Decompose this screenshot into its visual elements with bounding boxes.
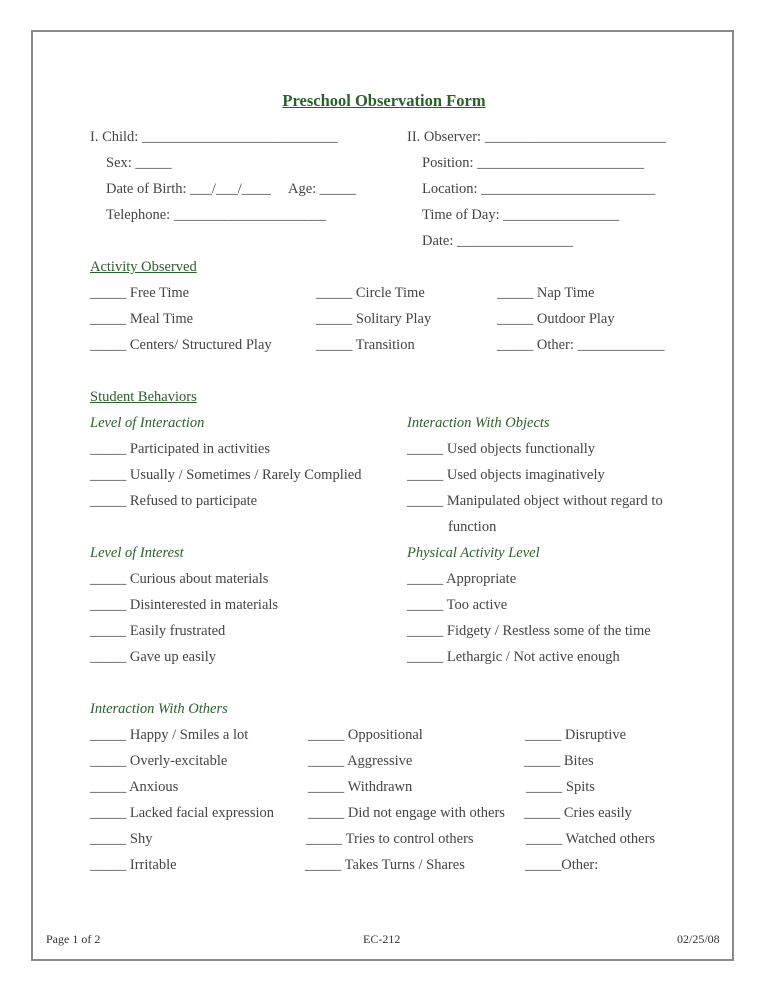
activity-item: _____ Transition [316,337,415,353]
activity-heading: Activity Observed [90,259,197,275]
others-heading: Interaction With Others [90,701,228,717]
page-number: Page 1 of 2 [46,932,101,946]
sex-field: Sex: _____ [106,155,172,171]
others-item: _____ Disruptive [525,727,627,743]
physical-heading: Physical Activity Level [407,545,540,561]
interaction-item: _____ Usually / Sometimes / Rarely Complied [90,467,362,483]
activity-item: _____ Meal Time [90,311,194,327]
interest-heading: Level of Interest [90,545,184,561]
objects-item: _____ Used objects functionally [407,441,596,457]
interest-item: _____ Easily frustrated [90,623,226,639]
time-of-day-field: Time of Day: ________________ [422,207,620,223]
activity-item: _____ Centers/ Structured Play [90,337,272,353]
objects-item: _____ Manipulated object without regard to [407,493,663,509]
form-date: 02/25/08 [677,932,720,946]
others-item: _____ Bites [524,753,594,769]
dob-field: Date of Birth: ___/___/____ [106,181,271,197]
objects-item: _____ Used objects imaginatively [407,467,605,483]
physical-item: _____ Appropriate [407,571,517,587]
others-item: _____ Overly-excitable [90,753,228,769]
physical-item: _____ Fidgety / Restless some of the time [407,623,651,639]
others-item: _____ Anxious [90,779,179,795]
interest-item: _____ Disinterested in materials [90,597,279,613]
objects-item-continued: function [448,519,497,535]
observer-field: II. Observer: _________________________ [407,129,666,145]
others-item: _____ Aggressive [308,753,413,769]
physical-item: _____ Lethargic / Not active enough [407,649,620,665]
interest-item: _____ Curious about materials [90,571,269,587]
activity-item: _____ Nap Time [497,285,595,301]
interest-item: _____ Gave up easily [90,649,217,665]
others-item: _____ Irritable [90,857,177,873]
others-item: _____ Tries to control others [306,831,474,847]
location-field: Location: ________________________ [422,181,656,197]
objects-heading: Interaction With Objects [407,415,550,431]
behaviors-heading: Student Behaviors [90,389,197,405]
others-item: _____ Cries easily [524,805,632,821]
activity-item: _____ Other: ____________ [497,337,665,353]
others-item: _____ Withdrawn [308,779,413,795]
child-field: I. Child: ___________________________ [90,129,338,145]
others-item: _____ Watched others [526,831,656,847]
activity-item: _____ Free Time [90,285,190,301]
others-item: _____ Did not engage with others [308,805,505,821]
others-item: _____ Oppositional [308,727,423,743]
interaction-item: _____ Participated in activities [90,441,270,457]
activity-item: _____ Solitary Play [316,311,432,327]
interaction-heading: Level of Interaction [90,415,205,431]
others-item: _____ Lacked facial expression [90,805,274,821]
position-field: Position: _______________________ [422,155,644,171]
others-item: _____Other: [525,857,599,873]
activity-item: _____ Circle Time [316,285,425,301]
age-field: Age: _____ [288,181,357,197]
physical-item: _____ Too active [407,597,508,613]
telephone-field: Telephone: _____________________ [106,207,327,223]
activity-item: _____ Outdoor Play [497,311,615,327]
others-item: _____ Happy / Smiles a lot [90,727,249,743]
form-title: Preschool Observation Form [282,91,486,110]
form-code: EC-212 [363,932,401,946]
interaction-item: _____ Refused to participate [90,493,258,509]
others-item: _____ Spits [526,779,595,795]
others-item: _____ Shy [90,831,153,847]
date-field: Date: ________________ [422,233,574,249]
others-item: _____ Takes Turns / Shares [305,857,465,873]
